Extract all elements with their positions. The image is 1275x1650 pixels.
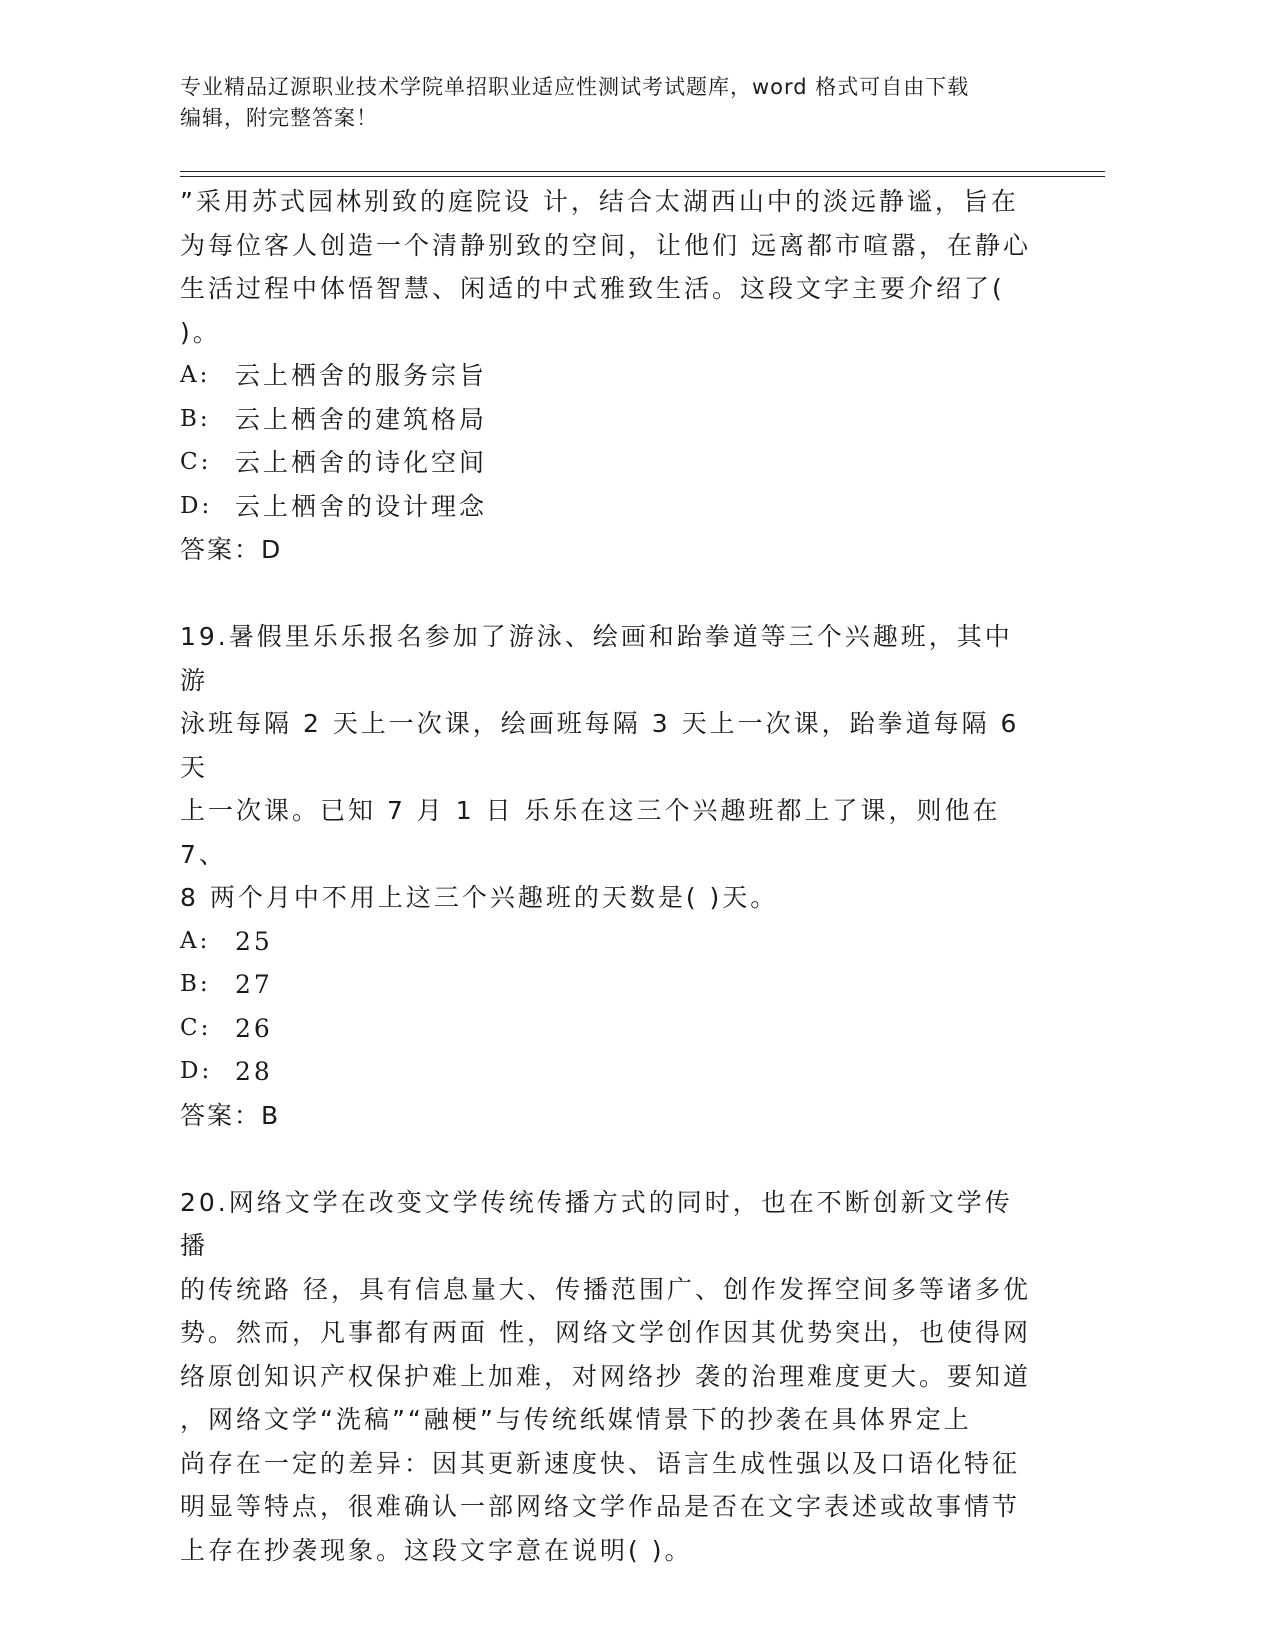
answer-line: 答案：B	[180, 1100, 281, 1130]
option-letter: D:	[180, 1058, 213, 1084]
question-stem-line: 泳班每隔 2 天上一次课，绘画班每隔 3 天上一次课，跆拳道每隔 6 天	[180, 709, 1020, 782]
question-stem-line: 生活过程中体悟智慧、闲适的中式雅致生活。这段文字主要介绍了(	[180, 274, 1005, 303]
page-header	[180, 72, 1060, 134]
question-stem-line: 19.暑假里乐乐报名参加了游泳、绘画和跆拳道等三个兴趣班，其中游	[180, 622, 1013, 695]
option-text: 云上栖舍的建筑格局	[235, 404, 488, 434]
question-stem-line: 势。然而，凡事都有两面 性，网络文学创作因其优势突出，也使得网	[180, 1318, 1031, 1347]
header-title-line-1: 专业精品辽源职业技术学院单招职业适应性测试考试题库，word 格式可自由下载	[180, 75, 970, 99]
option-a	[180, 354, 1040, 398]
header-title-line-2: 编辑，附完整答案！	[180, 106, 378, 130]
option-b	[180, 963, 1040, 1007]
option-c	[180, 1007, 1040, 1051]
document-body	[180, 180, 1040, 1572]
question-stem-line: ”采用苏式园林别致的庭院设 计，结合太湖西山中的淡远静谧，旨在	[180, 187, 1019, 216]
question-stem-line: 为每位客人创造一个清静别致的空间，让他们 远离都市喧嚣，在静心	[180, 230, 1031, 260]
option-letter: A:	[180, 362, 211, 388]
question-stem-line: 的传统路 径，具有信息量大、传播范围广、创作发挥空间多等诸多优	[180, 1274, 1031, 1304]
spacer	[180, 1137, 1040, 1181]
option-d	[180, 485, 1040, 529]
question-stem-line: )。	[180, 317, 221, 347]
question-stem-line: 上存在抄袭现象。这段文字意在说明( )。	[180, 1535, 693, 1565]
question-stem-line: 明显等特点，很难确认一部网络文学作品是否在文字表述或故事情节	[180, 1492, 1021, 1521]
option-b	[180, 398, 1040, 442]
question-18	[180, 180, 1040, 572]
option-letter: B:	[180, 405, 211, 432]
question-stem-line: ，网络文学“洗稿”“融梗”与传统纸媒情景下的抄袭在具体界定上	[180, 1405, 972, 1434]
question-stem-line: 上一次课。已知 7 月 1 日 乐乐在这三个兴趣班都上了课，则他在 7、	[180, 796, 1001, 869]
header-divider-top	[180, 171, 1105, 172]
option-letter: D:	[180, 492, 213, 519]
question-stem-line: 尚存在一定的差异：因其更新速度快、语言生成性强以及口语化特征	[180, 1448, 1021, 1478]
option-text: 云上栖舍的服务宗旨	[235, 361, 488, 390]
question-stem-line: 络原创知识产权保护难上加难，对网络抄 袭的治理难度更大。要知道	[180, 1361, 1031, 1391]
option-text: 云上栖舍的设计理念	[235, 491, 488, 521]
option-text: 27	[235, 970, 273, 999]
option-text: 28	[235, 1057, 273, 1086]
option-text: 云上栖舍的诗化空间	[235, 448, 488, 477]
question-19	[180, 615, 1040, 1137]
option-letter: C:	[180, 449, 212, 475]
option-letter: A:	[180, 927, 211, 954]
option-text: 25	[235, 926, 273, 956]
option-d	[180, 1050, 1040, 1094]
option-text: 26	[235, 1013, 273, 1043]
spacer	[180, 572, 1040, 616]
question-stem-line: 20.网络文学在改变文学传统传播方式的同时，也在不断创新文学传播	[180, 1187, 1013, 1260]
option-a	[180, 920, 1040, 964]
question-20	[180, 1181, 1040, 1573]
option-c	[180, 441, 1040, 485]
header-divider-bottom	[180, 176, 1105, 177]
option-letter: C:	[180, 1014, 212, 1041]
question-stem-line: 8 两个月中不用上这三个兴趣班的天数是( )天。	[180, 883, 779, 912]
option-letter: B:	[180, 971, 211, 997]
answer-line: 答案：D	[180, 535, 283, 564]
